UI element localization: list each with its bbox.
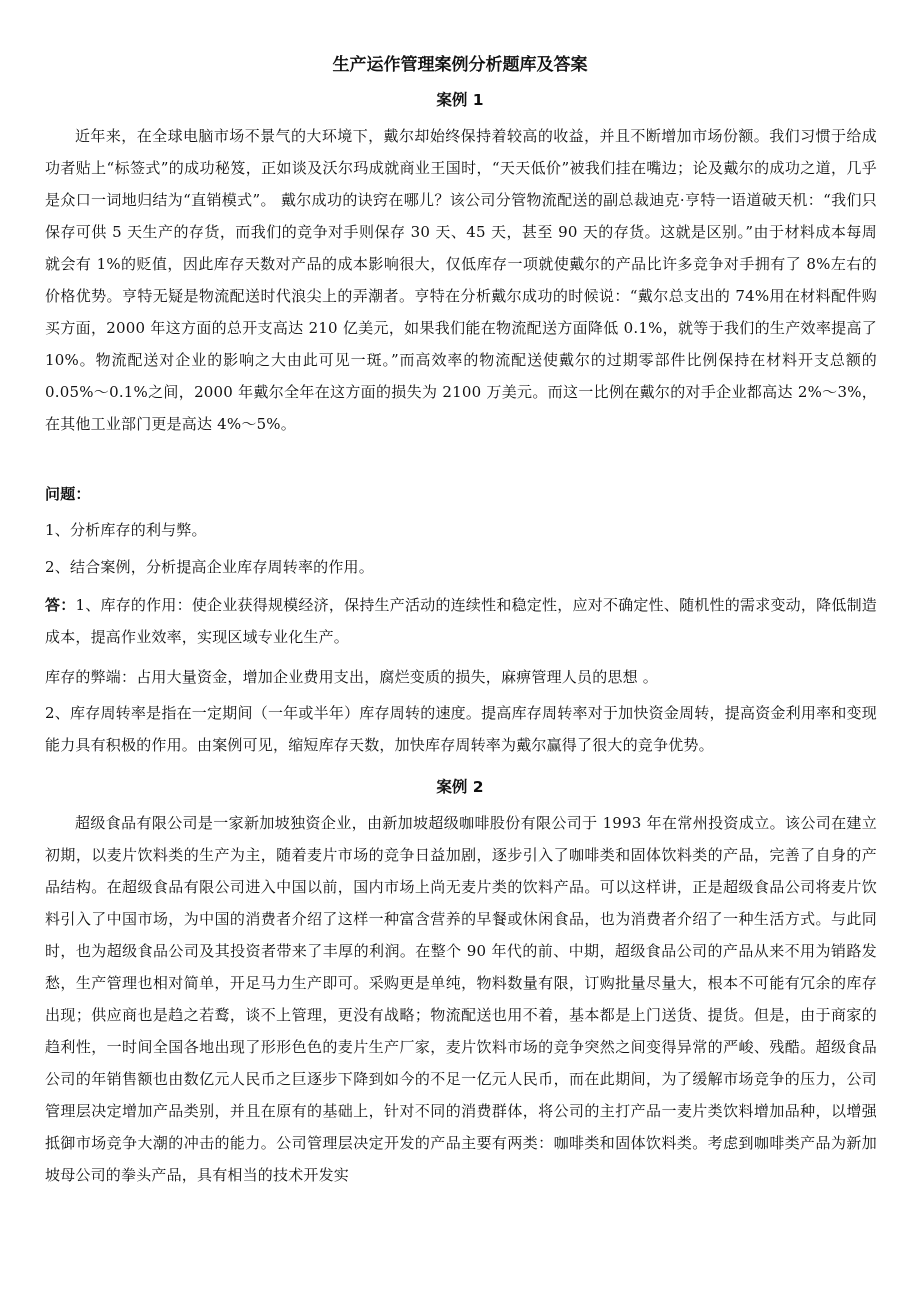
answer-1 bbox=[45, 589, 877, 653]
answer-1-drawbacks: 库存的弊端：占用大量资金，增加企业费用支出，腐烂变质的损失，麻痹管理人员的思想 。 bbox=[45, 668, 658, 686]
answer-2: 2、库存周转率是指在一定期间（一年或半年）库存周转的速度。提高库存周转率对于加快资金周转，提高资金利用率和变现能力具有积极的作用。由案例可见，缩短库存天数，加快库存周转率为戴尔赢得了很大的竞争优势。 bbox=[45, 704, 877, 754]
question-2: 2、结合案例，分析提高企业库存周转率的作用。 bbox=[45, 558, 374, 576]
case-2-heading: 案例 2 bbox=[436, 778, 484, 796]
answer-label: 答： bbox=[45, 596, 76, 614]
document-title: 生产运作管理案例分析题库及答案 bbox=[332, 55, 588, 75]
case-2-body: 超级食品有限公司是一家新加坡独资企业，由新加坡超级咖啡股份有限公司于 1993 年在常州投资成立。该公司在建立初期，以麦片饮料类的生产为主，随着麦片市场的竞争日益加剧，逐步引入了咖啡类和固体饮料类的产品，完善了自身的产品结构。在超级食品有限公司进入中国以前，国内市场上尚无麦片类的饮料产品。可以这样讲，正是超级食品公司将麦片饮料引入了中国市场，为中国的消费者介绍了这样一种富含营养的早餐或休闲食品，也为消费者介绍了一种生活方式。与此同时，也为超级食品公司及其投资者带来了丰厚的利润。在整个 90 年代的前、中期，超级食品公司的产品从来不用为销路发愁，生产管理也相对简单，开足马力生产即可。采购更是单纯，物料数量有限，订购批量尽量大，根本不可能有冗余的库存出现；供应商也是趋之若鹜，谈不上管理，更没有战略；物流配送也用不着，基本都是上门送货、提货。但是，由于商家的趋利性，一时间全国各地出现了形形色色的麦片生产厂家，麦片饮料市场的竞争突然之间变得异常的严峻、残酷。超级食品公司的年销售额也由数亿元人民币之巨逐步下降到如今的不足一亿元人民币，而在此期间，为了缓解市场竞争的压力，公司管理层决定增加产品类别，并且在原有的基础上，针对不同的消费群体，将公司的主打产品一麦片类饮料增加品种，以增强抵御市场竞争大潮的冲击的能力。公司管理层决定开发的产品主要有两类：咖啡类和固体饮料类。考虑到咖啡类产品为新加坡母公司的拳头产品，具有相当的技术开发实 bbox=[45, 814, 877, 1184]
answer-1-text: 1、库存的作用：使企业获得规模经济，保持生产活动的连续性和稳定性，应对不确定性、随机性的需求变动，降低制造成本，提高作业效率，实现区域专业化生产。 bbox=[45, 596, 878, 646]
case-1-heading: 案例 1 bbox=[436, 91, 484, 109]
questions-label: 问题： bbox=[45, 485, 91, 503]
case-1-body: 近年来，在全球电脑市场不景气的大环境下，戴尔却始终保持着较高的收益，并且不断增加市场份额。我们习惯于给成功者贴上“标签式”的成功秘笈，正如谈及沃尔玛成就商业王国时，“天天低价”被我们挂在嘴边；论及戴尔的成功之道，几乎是众口一词地归结为“直销模式”。 戴尔成功的诀窍在哪儿？该公司分管物流配送的副总裁迪克·亨特一语道破天机：“我们只保存可供 5 天生产的存货，而我们的竞争对手则保存 30 天、45 天，甚至 90 天的存货。这就是区别。”由于材料成本每周就会有 1%的贬值，因此库存天数对产品的成本影响很大，仅低库存一项就使戴尔的产品比许多竞争对手拥有了 8%左右的价格优势。亨特无疑是物流配送时代浪尖上的弄潮者。亨特在分析戴尔成功的时候说：“戴尔总支出的 74%用在材料配件购买方面，2000 年这方面的总开支高达 210 亿美元，如果我们能在物流配送方面降低 0.1%，就等于我们的生产效率提高了 10%。物流配送对企业的影响之大由此可见一斑。”而高效率的物流配送使戴尔的过期零部件比例保持在材料开支总额的 0.05%～0.1%之间，2000 年戴尔全年在这方面的损失为 2100 万美元。而这一比例在戴尔的对手企业都高达 2%～3%，在其他工业部门更是高达 4%～5%。 bbox=[45, 127, 877, 433]
question-1: 1、分析库存的利与弊。 bbox=[45, 521, 207, 539]
